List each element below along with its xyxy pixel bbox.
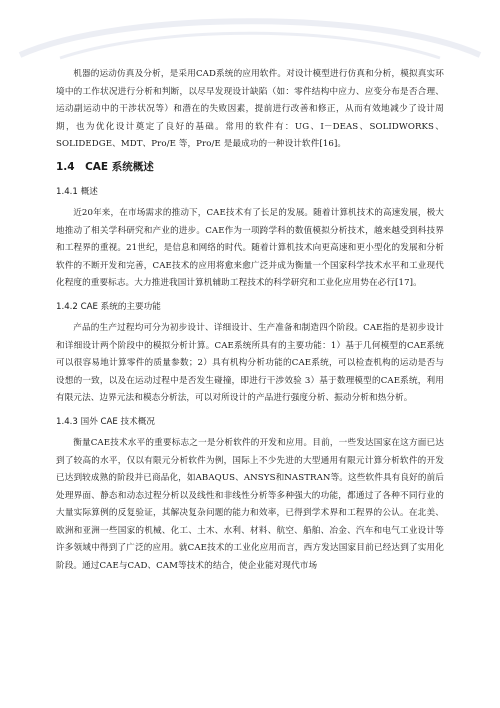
paragraph-foreign-cae: 衡量CAE技术水平的重要标志之一是分析软件的开发和应用。目前，一些发达国家在这方面已达到了较高的水平，仅以有限元分析软件为例，国际上不少先进的大型通用有限元计算分析软件的开发已达到较成熟的阶段并已商品化，如ABAQUS、ANSYS和NASTRAN等。这些软件具有良好的前后处理界面、静态和动态过程分析以及线性和非线性分析等多种强大的功能，都通过了各种不同行业的大量实际算例的反复验证，其解决复杂问题的能力和效率，已得到学术界和工程界的公认。在北美、欧洲和亚洲一些国家的机械、化工、土木、水利、材料、航空、船舶、冶金、汽车和电气工业设计等许多领域中得到了广泛的应用。就CAE技术的工业化应用而言，西方发达国家目前已经达到了实用化阶段。通过CAE与CAD、CAM等技术的结合，使企业能对现代市场 <box>56 437 444 572</box>
subsection-heading-1-4-1: 1.4.1 概述 <box>56 186 98 197</box>
document-body <box>56 66 444 576</box>
watermark-seal <box>0 0 500 60</box>
section-heading-1-4: 1.4 CAE 系统概述 <box>56 160 154 173</box>
paragraph-cad-simulation: 机器的运动仿真及分析，是采用CAD系统的应用软件。对设计模型进行仿真和分析，模拟真实环境中的工作状况进行分析和判断，以尽早发现设计缺陷（如：零件结构中应力、应变分布是否合理、运动副运动中的干涉状况等）和潜在的失败因素，提前进行改善和修正，从而有效地减少了设计周期，也为优化设计奠定了良好的基础。常用的软件有：UG、I－DEAS、SOLIDWORKS、SOLIDEDGE、MDT、Pro/E 等，Pro/E 是最成功的一种设计软件[16]。 <box>56 69 444 150</box>
subsection-heading-1-4-3: 1.4.3 国外 CAE 技术概况 <box>56 416 155 427</box>
paragraph-cae-overview: 近20年来，在市场需求的推动下，CAE技术有了长足的发展。随着计算机技术的高速发展，极大地推动了相关学科研究和产业的进步。CAE作为一项跨学科的数值模拟分析技术，越来越受到科技界和工程界的重视。21世纪，是信息和网络的时代。随着计算机技术向更高速和更小型化的发展和分析软件的不断开发和完善，CAE技术的应用将愈来愈广泛并成为衡量一个国家科学技术水平和工业现代化程度的重要标志。大力推进我国计算机辅助工程技术的科学研究和工业化应用势在必行[17]。 <box>56 207 444 289</box>
paragraph-cae-functions: 产品的生产过程均可分为初步设计、详细设计、生产准备和制造四个阶段。CAE指的是初步设计和详细设计两个阶段中的模拟分析计算。CAE系统所具有的主要功能：1）基于几何模型的CAE系统可以很容易地计算零件的质量参数；2）具有机构分析功能的CAE系统，可以检查机构的运动是否与设想的一致，以及在运动过程中是否发生碰撞，即进行干涉效验 3）基于数理模型的CAE系统，利用有限元法、边界元法和模态分析法，可以对所设计的产品进行强度分析、振动分析和热分析。 <box>56 322 444 404</box>
subsection-heading-1-4-2: 1.4.2 CAE 系统的主要功能 <box>56 301 161 312</box>
